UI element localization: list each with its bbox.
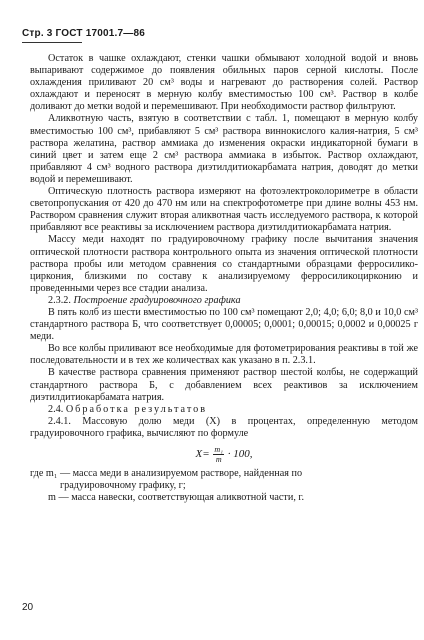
formula-lhs: X= — [195, 448, 210, 461]
section-title: Построение градуировочного графика — [73, 294, 241, 306]
paragraph: Массу меди находят по градуировочному графику после вычитания значения оптической плотности раствора контрольного опыта из значения оптической плотности раствора пробы или методом сравнения со стандартными образцами ферросиликоциркония, близкими по составу к анализируемому ферросиликоцирконию и проведенными через все стадии анализа. — [30, 234, 418, 294]
page-number: 20 — [22, 602, 34, 613]
header-rule — [22, 42, 82, 43]
body-text — [30, 53, 418, 504]
paragraph: В качестве раствора сравнения применяют раствор шестой колбы, не содержащий стандартного раствора Б, с добавлением всех реактивов за исключением диэтилдитиокарбамата натрия. — [30, 367, 418, 403]
header-text: Стр. 3 ГОСТ 17001.7—86 — [22, 28, 145, 39]
definition-line: где m₁ — масса меди в анализируемом растворе, найденная по — [30, 468, 303, 479]
section-number: 2.4. — [48, 403, 64, 415]
formula-fraction — [213, 445, 224, 464]
section-heading-2-4 — [30, 404, 418, 416]
formula-denominator: m — [215, 455, 222, 464]
paragraph: Во все колбы приливают все необходимые для фотометрирования реактивы в той же последовательности и в тех же количествах как указано в п. 2.3.1. — [30, 343, 418, 367]
definition-line: m — масса навески, соответствующая аликвотной части, г. — [48, 492, 305, 504]
paragraph: Остаток в чашке охлаждают, стенки чашки обмывают холодной водой и вновь выпаривают содержимое до появления обильных паров серной кислоты. После охлаждения приливают 20 см³ воды и нагревают до растворения солей. Раствор охлаждают и переносят в мерную колбу вместимостью 100 см³. Раствор в колбе доливают до метки водой и перемешивают. При необходимости раствор фильтруют. — [30, 53, 418, 113]
formula-rhs: · 100, — [227, 448, 253, 461]
paragraph: Оптическую плотность раствора измеряют на фотоэлектроколориметре в области светопропускания от 420 до 470 нм или на спектрофотометре при длине волны 453 нм. Раствором сравнения служит вторая аликвотная часть исследуемого раствора, к которой прибавляют все реактивы за исключением раствора диэтилдитиокарбамата натрия. — [30, 186, 418, 234]
formula — [30, 445, 418, 464]
definition-line: градуировочному графику, г; — [60, 480, 186, 492]
section-number: 2.3.2. — [48, 294, 71, 306]
formula-numerator: m₁ — [214, 445, 223, 454]
section-heading-2-3-2 — [30, 295, 418, 307]
variable-definitions — [30, 468, 418, 504]
paragraph: Аликвотную часть, взятую в соответствии с табл. 1, помещают в мерную колбу вместимостью 100 см³, прибавляют 5 см³ раствора виннокислого калия-натрия, 5 см³ раствора желатина, раствор аммиака до изменения окраски индикаторной бумаги в синий цвет и затем еще 2 см³ раствора аммиака в избыток. Раствор охлаждают, прибавляют 4 см³ водного раствора диэтилдитиокарбамата натрия, доводят до метки водой и перемешивают. — [30, 113, 418, 185]
paragraph: В пять колб из шести вместимостью по 100 см³ помещают 2,0; 4,0; 6,0; 8,0 и 10,0 см³ стандартного раствора Б, что соответствует 0,00005; 0,0001; 0,00015; 0,0002 и 0,00025 г меди. — [30, 306, 418, 343]
page-header — [22, 28, 145, 39]
section-title: Обработка результатов — [65, 403, 208, 415]
paragraph: 2.4.1. Массовую долю меди (X) в процентах, определенную методом градуировочного графика, вычисляют по формуле — [30, 415, 418, 439]
